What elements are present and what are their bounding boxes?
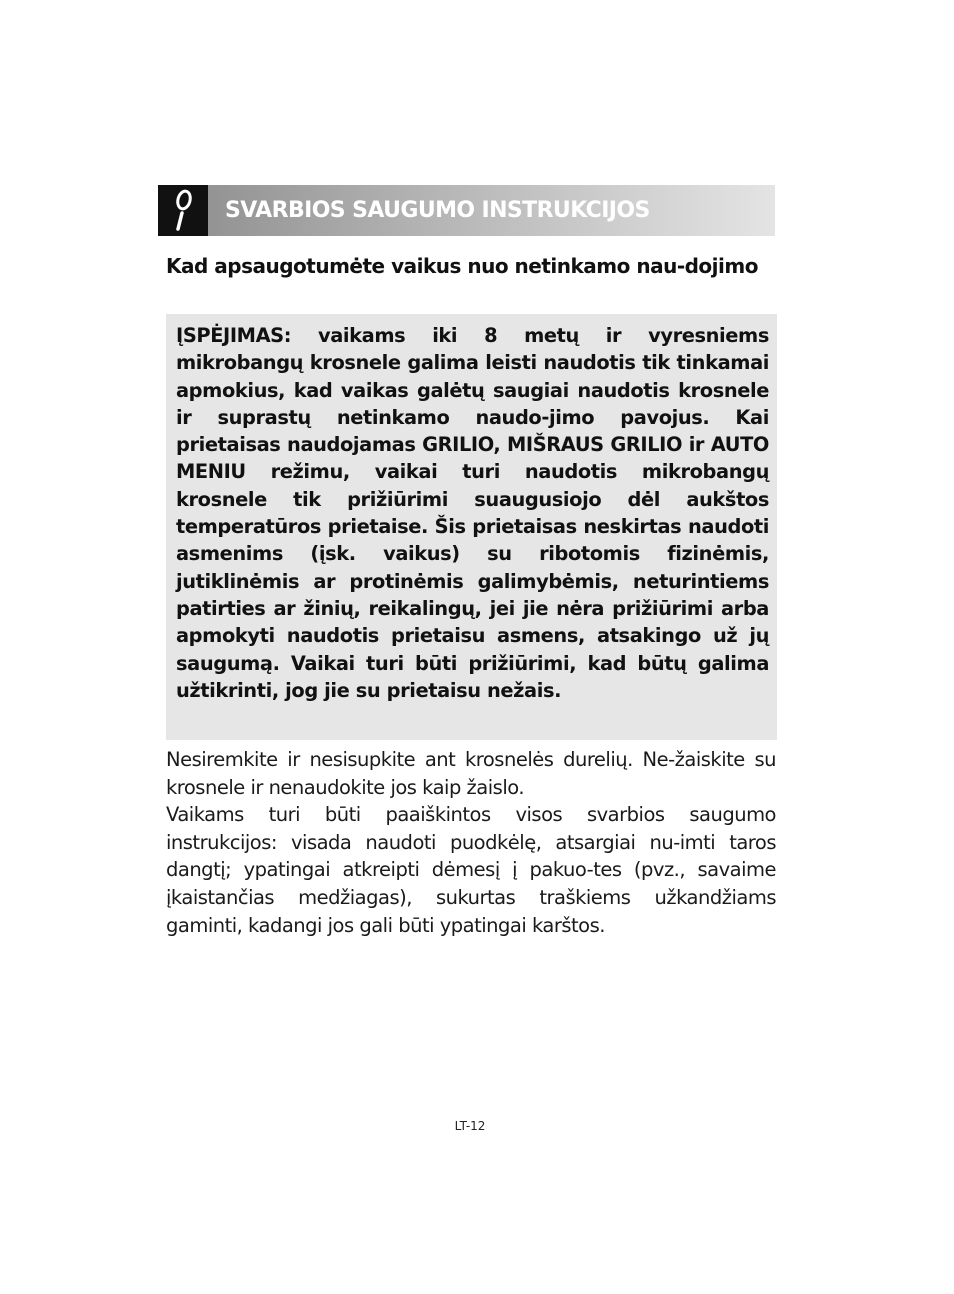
section-header (158, 185, 775, 236)
body-text (166, 746, 776, 939)
paragraph-1: Nesiremkite ir nesisupkite ant krosnelės durelių. Ne-žaiskite su krosnele ir nenaudokite jos kaip žaislo. (166, 748, 776, 799)
warning-text: ĮSPĖJIMAS: vaikams iki 8 metų ir vyresniems mikrobangų krosnele galima leisti naudotis tik tinkamai apmokius, kad vaikas galėtų saugiai naudotis krosnele ir suprastų netinkamo naudo-jimo pavojus. Kai prietaisas naudojamas GRILIO, MIŠRAUS GRILIO ir AUTO MENIU režimu, vaikai turi naudotis mikrobangų krosnele tik prižiūrimi suaugusiojo dėl aukštos temperatūros prietaise. Šis prietaisas neskirtas naudoti asmenims (įsk. vaikus) su ribotomis fizinėmis, jutiklinėmis ar protinėmis galimybėmis, neturintiems patirties ar žinių, reikalingų, jei jie nėra prižiūrimi arba apmokyti naudotis prietaisu asmens, atsakingo už jų saugumą. Vaikai turi būti prižiūrimi, kad būtų galima užtikrinti, jog jie su prietaisu nežais. (176, 324, 769, 702)
section-heading: Kad apsaugotumėte vaikus nuo netinkamo nau-dojimo (166, 254, 758, 278)
info-icon (158, 185, 208, 236)
header-title: SVARBIOS SAUGUMO INSTRUKCIJOS (225, 198, 650, 223)
paragraph-2: Vaikams turi būti paaiškintos visos svarbios saugumo instrukcijos: visada naudoti puodkėlę, atsargiai nu-imti taros dangtį; ypatingai atkreipti dėmesį į pakuo-tes (pvz., savaime įkaistančias medžiagas), sukurtas traškiems užkandžiams gaminti, kadangi jos gali būti ypatingai karštos. (166, 803, 776, 937)
warning-box (166, 314, 777, 740)
page-number: LT-12 (454, 1119, 486, 1133)
